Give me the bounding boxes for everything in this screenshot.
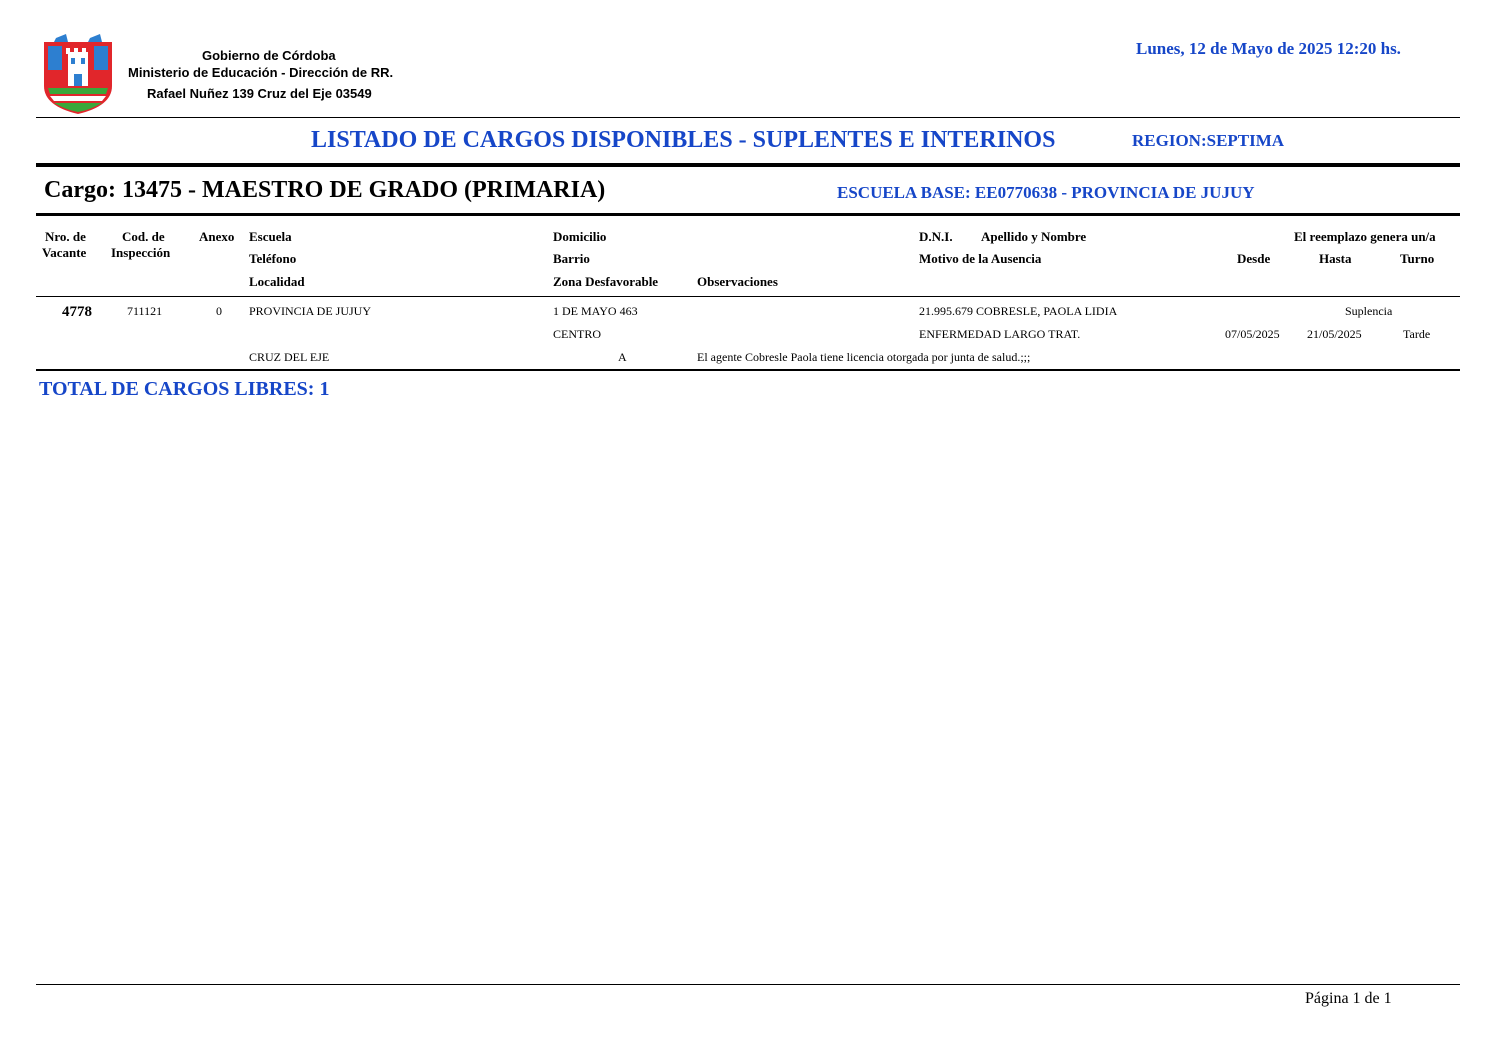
row-cod-inspeccion: 711121 <box>127 304 163 318</box>
row-turno: Tarde <box>1403 327 1431 341</box>
report-datetime: Lunes, 12 de Mayo de 2025 12:20 hs. <box>1136 39 1401 58</box>
org-ministry: Ministerio de Educación - Dirección de RR. <box>128 65 394 80</box>
row-dni-nombre: 21.995.679 COBRESLE, PAOLA LIDIA <box>919 304 1118 318</box>
col-cod-inspeccion-2: Inspección <box>111 245 171 260</box>
row-motivo: ENFERMEDAD LARGO TRAT. <box>919 327 1081 341</box>
col-cod-inspeccion-1: Cod. de <box>122 229 165 244</box>
divider-header <box>36 296 1460 297</box>
col-nro-vacante-2: Vacante <box>42 245 87 260</box>
col-zona-desfavorable: Zona Desfavorable <box>553 274 659 289</box>
col-observaciones: Observaciones <box>697 274 778 289</box>
row-desde: 07/05/2025 <box>1225 327 1280 341</box>
row-hasta: 21/05/2025 <box>1307 327 1362 341</box>
cargo-title: Cargo: 13475 - MAESTRO DE GRADO (PRIMARIA) <box>44 177 606 203</box>
col-desde: Desde <box>1237 251 1271 266</box>
row-anexo: 0 <box>216 304 222 318</box>
divider-footer <box>36 984 1460 985</box>
row-escuela: PROVINCIA DE JUJUY <box>249 304 372 318</box>
col-escuela: Escuela <box>249 229 292 244</box>
col-anexo: Anexo <box>199 229 235 244</box>
report-title: LISTADO DE CARGOS DISPONIBLES - SUPLENTES E INTERINOS <box>311 127 1056 153</box>
col-motivo-ausencia: Motivo de la Ausencia <box>919 251 1042 266</box>
col-barrio: Barrio <box>553 251 590 266</box>
col-turno: Turno <box>1400 251 1435 266</box>
row-zona: A <box>618 350 627 364</box>
row-domicilio: 1 DE MAYO 463 <box>553 304 638 318</box>
divider-rows <box>36 369 1460 371</box>
divider-top <box>36 117 1460 118</box>
row-localidad: CRUZ DEL EJE <box>249 350 330 364</box>
divider-cargo <box>36 213 1460 216</box>
col-localidad: Localidad <box>249 274 305 289</box>
col-dni: D.N.I. <box>919 229 953 244</box>
row-nro-vacante: 4778 <box>62 304 92 320</box>
row-observaciones: El agente Cobresle Paola tiene licencia otorgada por junta de salud.;;; <box>697 350 1031 364</box>
divider-title <box>36 163 1460 167</box>
page-number: Página 1 de 1 <box>1305 990 1392 1007</box>
col-nro-vacante-1: Nro. de <box>45 229 86 244</box>
escuela-base: ESCUELA BASE: EE0770638 - PROVINCIA DE JUJUY <box>837 183 1255 202</box>
col-telefono: Teléfono <box>249 251 297 266</box>
cordoba-coat-of-arms-logo <box>38 34 118 116</box>
col-reemplazo: El reemplazo genera un/a <box>1294 229 1436 244</box>
region-label: REGION:SEPTIMA <box>1132 131 1285 150</box>
col-apellido-nombre: Apellido y Nombre <box>981 229 1087 244</box>
col-hasta: Hasta <box>1319 251 1352 266</box>
org-address: Rafael Nuñez 139 Cruz del Eje 03549 <box>147 86 372 101</box>
col-domicilio: Domicilio <box>553 229 607 244</box>
row-barrio: CENTRO <box>553 327 601 341</box>
row-reemplazo: Suplencia <box>1345 304 1393 318</box>
total-cargos-libres: TOTAL DE CARGOS LIBRES: 1 <box>39 378 330 400</box>
org-name: Gobierno de Córdoba <box>202 48 336 63</box>
